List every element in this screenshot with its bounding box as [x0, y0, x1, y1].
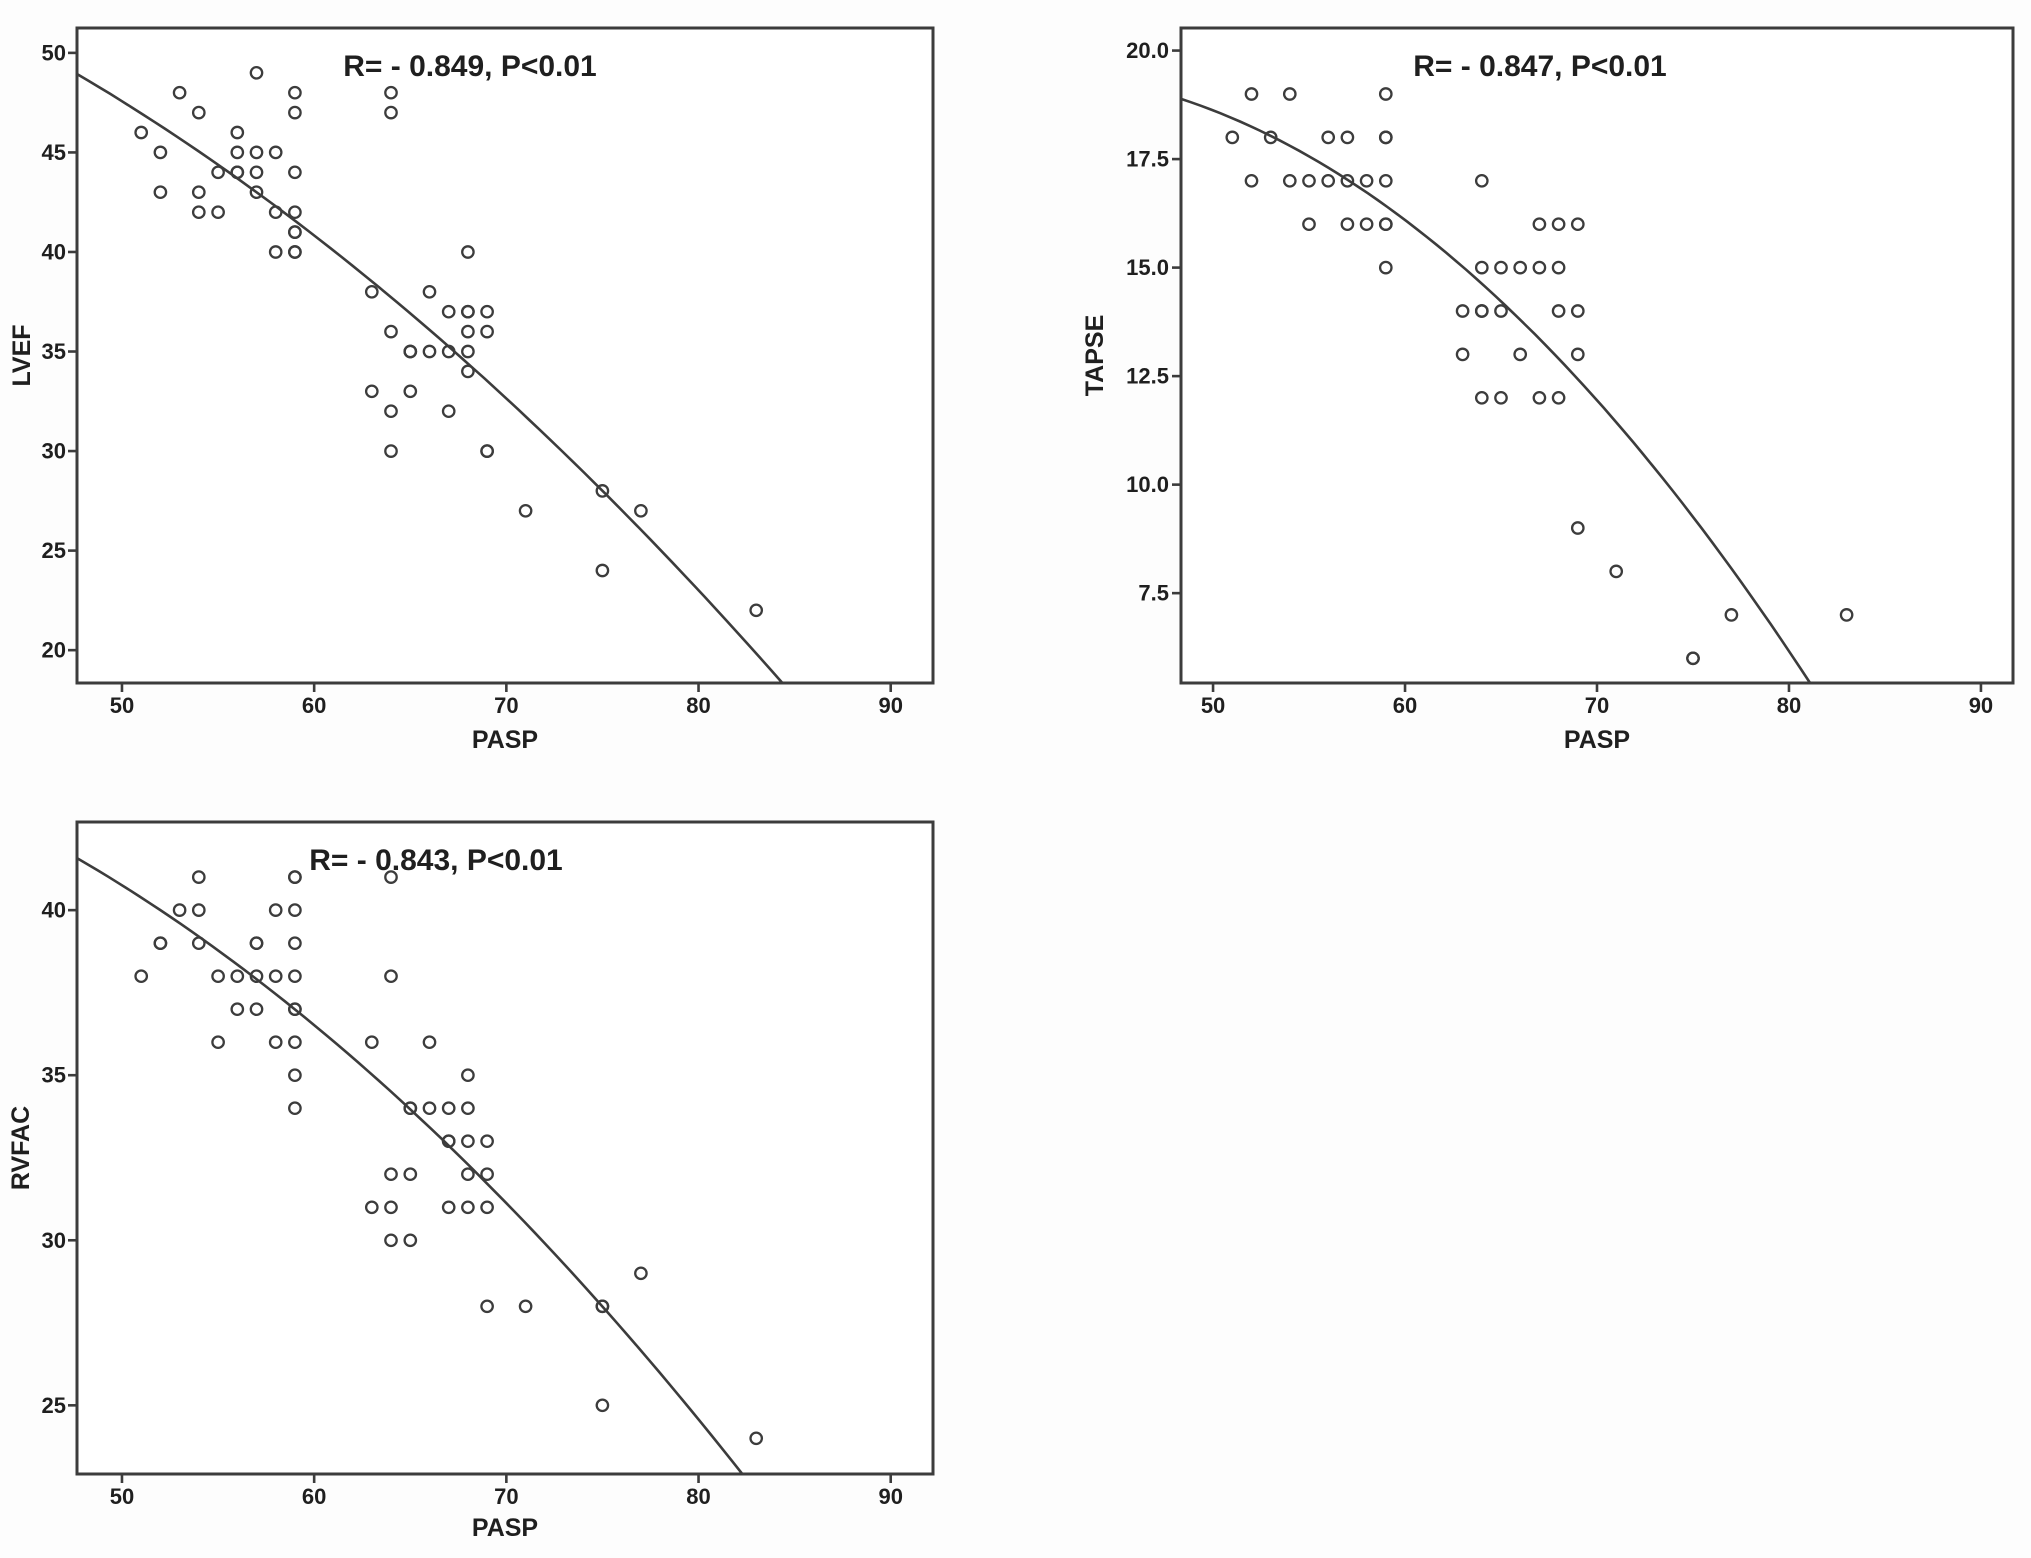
y-axis-label: LVEF	[8, 324, 36, 387]
y-tick-label: 10.0	[1126, 472, 1169, 498]
x-tick-label: 50	[1200, 693, 1226, 718]
scatter-plot-rvfac-vs-pasp	[7, 822, 933, 1542]
y-tick-label: 30	[41, 1227, 66, 1253]
x-tick-label: 50	[109, 1484, 135, 1509]
y-axis-label: TAPSE	[1081, 314, 1109, 397]
x-tick-label: 70	[494, 693, 519, 718]
y-tick-label: 25	[41, 1392, 66, 1418]
x-tick-label: 60	[1392, 693, 1418, 718]
y-tick-label: 35	[41, 339, 66, 365]
y-tick-label: 20.0	[1126, 38, 1169, 64]
y-tick-label: 17.5	[1126, 146, 1169, 172]
correlation-annotation: R= - 0.843, P<0.01	[309, 844, 563, 877]
plot-border	[77, 28, 933, 683]
correlation-annotation: R= - 0.847, P<0.01	[1413, 50, 1667, 83]
plot-border	[77, 822, 933, 1474]
x-axis-label: PASP	[471, 1514, 539, 1542]
y-tick-label: 7.5	[1138, 580, 1169, 606]
y-tick-label: 35	[41, 1062, 66, 1088]
y-tick-label: 40	[41, 897, 66, 923]
scatter-plot-lvef-vs-pasp	[8, 28, 933, 754]
y-tick-label: 30	[41, 438, 66, 464]
y-tick-label: 50	[41, 40, 66, 66]
x-tick-label: 80	[1776, 693, 1802, 718]
x-tick-label: 90	[878, 1484, 903, 1509]
x-axis-label: PASP	[471, 726, 539, 754]
x-tick-label: 70	[494, 1484, 519, 1509]
x-tick-label: 60	[301, 693, 327, 718]
x-tick-label: 70	[1584, 693, 1610, 718]
x-tick-label: 90	[878, 693, 903, 718]
x-tick-label: 80	[686, 1484, 711, 1509]
x-tick-label: 50	[109, 693, 135, 718]
y-tick-label: 15.0	[1126, 255, 1169, 281]
y-axis-label: RVFAC	[7, 1105, 35, 1191]
y-tick-label: 40	[41, 239, 66, 265]
x-axis-label: PASP	[1563, 726, 1631, 754]
x-tick-label: 60	[301, 1484, 327, 1509]
x-tick-label: 80	[686, 693, 711, 718]
correlation-annotation: R= - 0.849, P<0.01	[343, 50, 597, 83]
y-tick-label: 12.5	[1126, 363, 1169, 389]
y-tick-label: 20	[41, 637, 66, 663]
scatter-plot-tapse-vs-pasp	[1081, 28, 2013, 754]
y-tick-label: 25	[41, 538, 66, 564]
plot-border	[1181, 28, 2013, 683]
y-tick-label: 45	[41, 139, 66, 165]
x-tick-label: 90	[1968, 693, 1994, 718]
